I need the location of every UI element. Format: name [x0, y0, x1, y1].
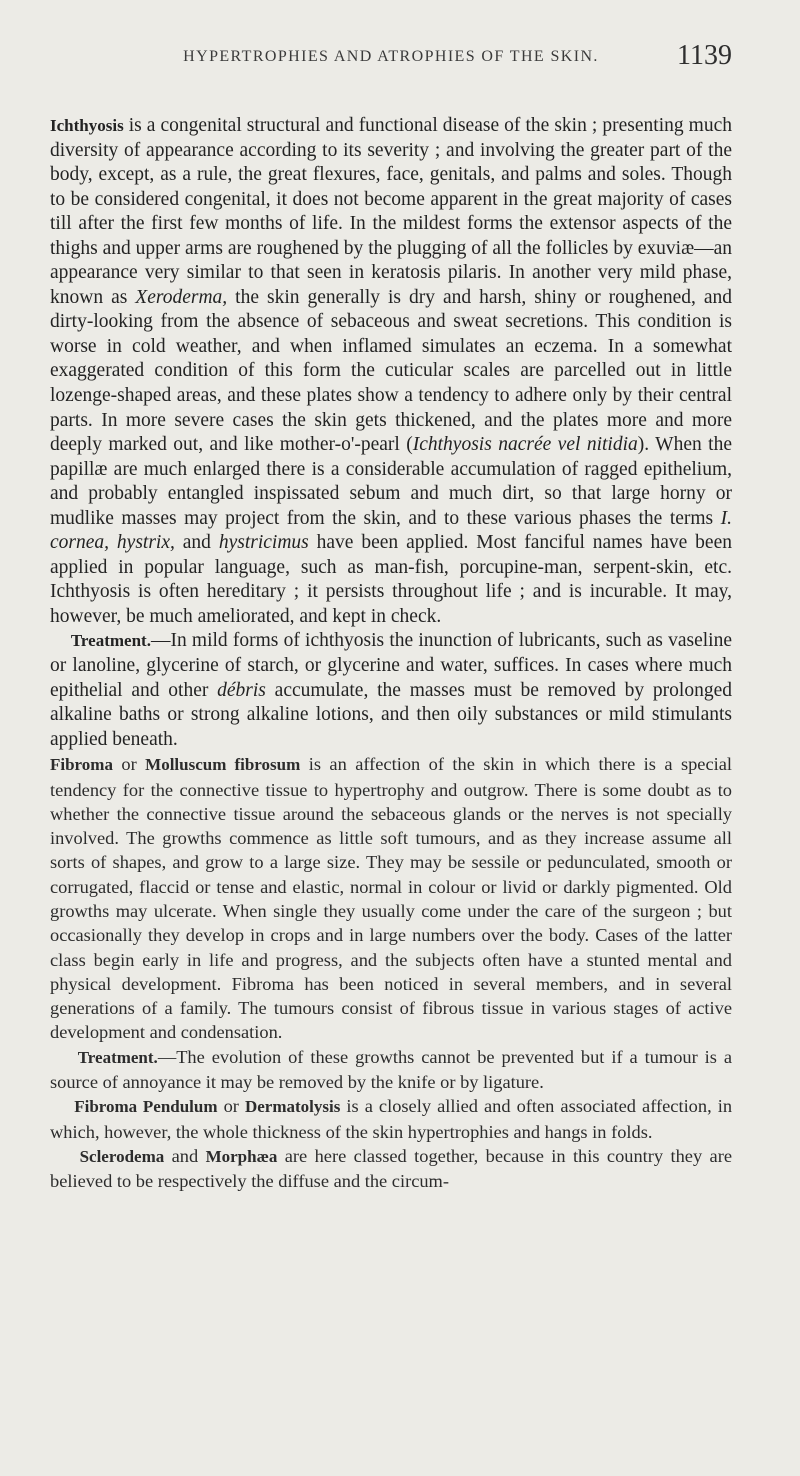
term-heading: Fibroma — [50, 755, 113, 775]
paragraph-text: or — [112, 754, 146, 775]
paragraph-text: is a closely allied and often associated affection, in which, however, the whole thickness of the skin hypertrophies and hangs in folds. — [50, 1096, 733, 1142]
paragraph-treatment-ichthyosis — [50, 629, 732, 752]
term-heading: Ichthyosis — [50, 116, 124, 135]
paragraph-text: are here classed together, because in this country they are believed to be respectively the diffuse and the circum- — [50, 1145, 732, 1192]
term-heading: Dermatolysis — [244, 1097, 341, 1117]
paragraph-text: —In mild forms of ichthyosis the inunction of lubricants, such as vaseline or lanoline, glycerine of starch, or glycerine and water, suffices. In cases where much epithelial and other — [50, 630, 732, 701]
small-print-block — [50, 752, 732, 1193]
paragraph-treatment-fibroma — [50, 1045, 732, 1095]
italic-term: Xeroderma, — [135, 286, 228, 308]
italic-term: hystricimus — [218, 532, 309, 554]
paragraph-text: is an affection of the skin in which there is a special tendency for the connective tissue to hypertrophy and outgrow. There is some doubt as to whether the connective tissue around the sebaceous glands or the nerves is not specially involved. The growths commence as little soft tumours, and as they increase assume all sorts of shapes, and grow to a large size. They may be sessile or pedunculated, smooth or corrugated, flaccid or tense and elastic, normal in colour or livid or darkly pigmented. Old growths may ulcerate. When single they usually come under the care of the surgeon ; but occasionally they develop in crops and in large numbers over the body. Cases of the latter class begin early in life and progress, and the subjects often have a stunted mental and physical development. Fibroma has been noticed in several members, and in several generations of a family. The tumours consist of fibrous tissue in various stages of active development and condensation. — [50, 754, 733, 1043]
term-heading: Fibroma Pendulum — [74, 1097, 218, 1117]
treatment-heading: Treatment. — [77, 1047, 158, 1067]
paragraph-fibroma-pendulum — [50, 1094, 732, 1144]
paragraph-text: the skin generally is dry and harsh, shiny or roughened, and dirty-looking from the absence of sebaceous and sweat secretions. This condition is worse in cold weather, and when inflamed simulates an eczema. In a somewhat exaggerated condition of this form the cuticular scales are parcelled out in little lozenge-shaped areas, and these plates show a tendency to adhere only by their central parts. In more severe cases the skin gets thickened, and the plates more and more deeply marked out, and like mother-o'-pearl ( — [50, 286, 732, 456]
term-heading: Molluscum fibrosum — [145, 755, 301, 775]
paragraph-text: ). When the papillæ are much enlarged there is a considerable accumulation of ragged epithelium, and probably entangled inspissated sebum and much dirt, so that large horny or mudlike masses may project from the skin, and to these various phases the terms — [50, 434, 732, 529]
term-heading: Morphæa — [205, 1146, 278, 1166]
paragraph-text: is a congenital structural and functional disease of the skin ; presenting much diversity of appearance according to its severity ; and involving the greater part of the body, except, as a rule, the great flexures, face, genitals, and palms and soles. Though to be considered congenital, it does not become apparent in the great majority of cases till after the first few months of life. In the mildest forms the extensor aspects of the thighs and upper arms are roughened by the plugging of all the follicles by exuviæ—an appearance very similar to that seen in keratosis pilaris. In another very mild phase, known as — [50, 115, 732, 308]
paragraph-text: —The evolution of these growths cannot be prevented but if a tumour is a source of annoyance it may be removed by the knife or by ligature. — [50, 1046, 732, 1093]
italic-term: I. cornea, hystrix, — [50, 507, 732, 554]
italic-term: débris — [217, 679, 266, 701]
book-page — [0, 40, 800, 1476]
paragraph-text: accumulate, the masses must be removed by prolonged alkaline baths or strong alkaline lotions, and then oily substances or mild stimulants applied beneath. — [50, 679, 733, 750]
paragraph-ichthyosis — [50, 114, 732, 629]
term-heading: Sclerodema — [79, 1146, 165, 1166]
page-number: 1139 — [677, 40, 732, 71]
italic-term: Ichthyosis nacrée vel nitidia — [412, 434, 638, 456]
paragraph-text: have been applied. Most fanciful names have been applied in popular language, such as man-fish, porcupine-man, serpent-skin, etc. Ichthyosis is often hereditary ; it persists throughout life ; and is incurable. It may, however, be much ameliorated, and kept in check. — [50, 532, 732, 627]
running-title: HYPERTROPHIES AND ATROPHIES OF THE SKIN. — [183, 48, 599, 65]
paragraph-text: or — [217, 1096, 245, 1117]
paragraph-text: and — [174, 532, 219, 554]
paragraph-text: and — [164, 1145, 206, 1166]
body-text — [50, 114, 732, 1194]
running-head — [50, 40, 732, 88]
treatment-heading: Treatment. — [70, 631, 151, 651]
paragraph-fibroma — [50, 752, 732, 1045]
paragraph-sclerodema — [50, 1144, 732, 1194]
